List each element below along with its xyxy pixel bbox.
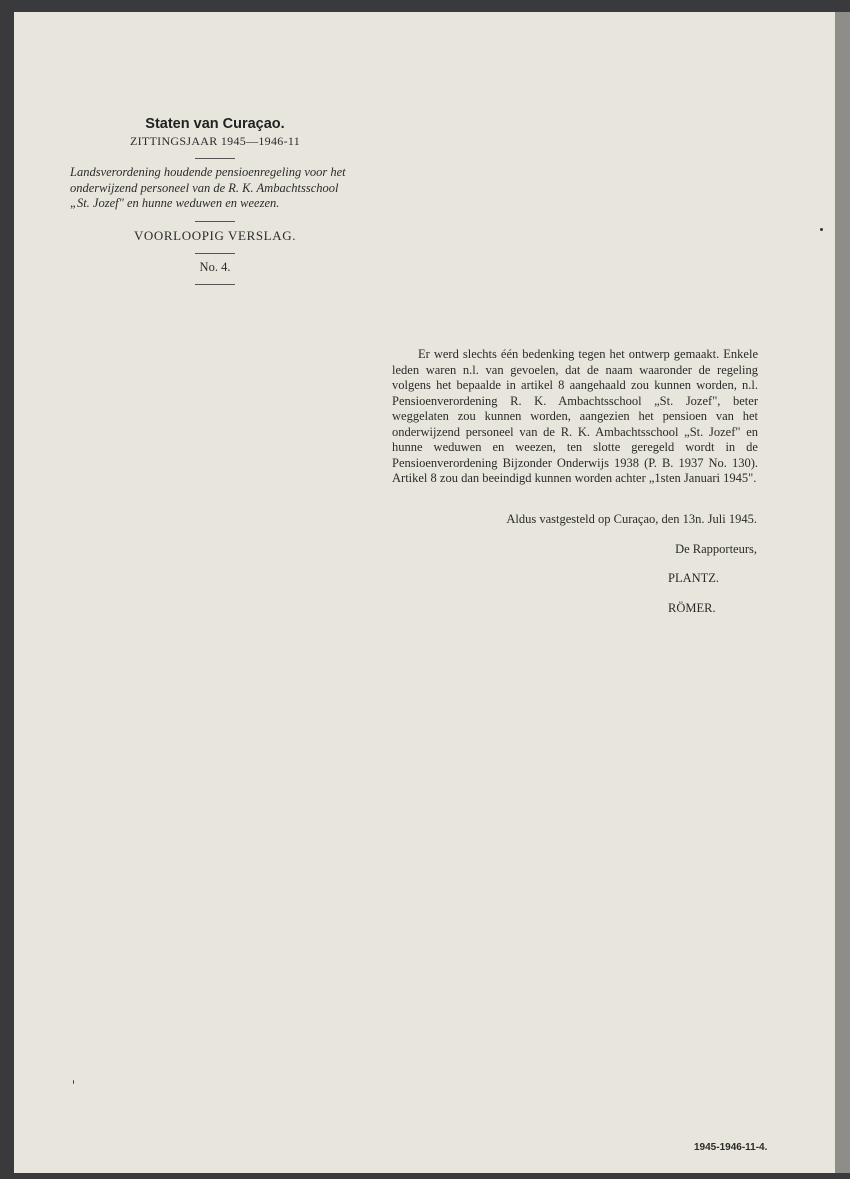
document-reference: 1945-1946-11-4. — [694, 1142, 768, 1153]
report-type: VOORLOOPIG VERSLAG. — [133, 227, 297, 243]
adoption-line: Aldus vastgesteld op Curaçao, den 13n. Juli 1945. — [506, 512, 757, 526]
session-year: ZITTINGSJAAR 1945—1946-11 — [129, 134, 301, 148]
divider — [195, 284, 235, 285]
divider — [195, 158, 235, 159]
rapporteurs-label: De Rapporteurs, — [675, 542, 757, 556]
scan-speck — [820, 228, 823, 231]
ordinance-subject: Landsverordening houdende pensioenregeling voor het onderwijzend personeel van de R. K. Ambachtsschool „St. Jozef" en hunne weduwen en weezen. — [70, 165, 346, 210]
scan-top-border — [0, 0, 850, 12]
scan-right-edge — [835, 12, 850, 1173]
signatory-plantz: PLANTZ. — [668, 571, 720, 585]
report-number: No. 4. — [199, 259, 231, 274]
document-title: Staten van Curaçao. — [145, 116, 285, 132]
signatory-romer: RÖMER. — [668, 601, 716, 615]
divider — [195, 221, 235, 222]
body-paragraph: Er werd slechts één bedenking tegen het ontwerp gemaakt. Enkele leden waren n.l. van gevoelen, dat de naam waaronder de regeling volgens het bepaalde in artikel 8 aangehaald zou kunnen worden, n.l. Pensioenverordening R. K. Ambachtsschool „St. Jozef", beter weggelaten zou kunnen worden, aangezien het pensioen van het onderwijzend personeel van de R. K. Ambachtsschool „St. Jozef" en hunne weduwen en weezen, ten slotte geregeld wordt in de Pensioenverordening Bijzonder Onderwijs 1938 (P. B. 1937 No. 130). Artikel 8 zou dan beeindigd kunnen worden achter „1sten Januari 1945". — [392, 347, 758, 485]
divider — [195, 253, 235, 254]
report-body — [392, 347, 758, 487]
scan-speck — [73, 1080, 74, 1084]
document-header — [70, 116, 360, 291]
